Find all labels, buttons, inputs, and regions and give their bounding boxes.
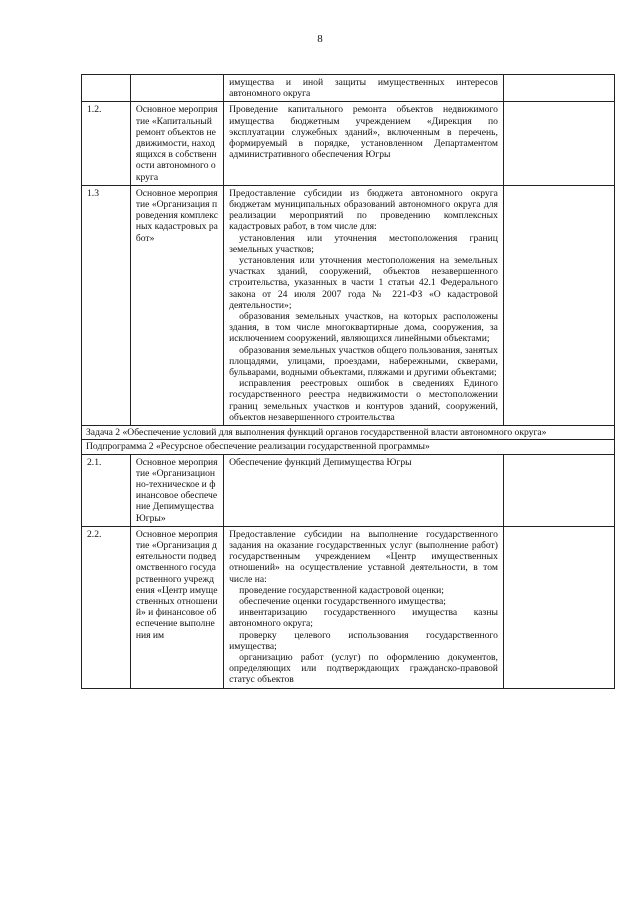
page-number: 8 — [317, 33, 323, 45]
description-paragraph: исправления реестровых ошибок в сведениях Единого государственного реестра недвижимости о местоположении границ земельных участков и контуров зданий, сооружений, объектов незавершенного строительства — [229, 378, 498, 423]
description-paragraph: Обеспечение функций Депимущества Югры — [229, 456, 412, 468]
event-name: Основное мероприятие «Организация деятельности подведомственного государственного учреждения «Центр имущественных отношений» и финансовое обеспечение выполнения им — [130, 526, 223, 688]
description-paragraph: Предоставление субсидии на выполнение государственного задания на оказание государственных услуг (выполнение работ) государственным учреждением «Центр имущественных отношений» на осуществление уставной деятельности, в том числе на: — [229, 528, 498, 585]
event-name: Основное мероприятие «Капитальный ремонт объектов недвижимости, находящихся в собственности автономного округа — [130, 102, 223, 185]
table-row — [82, 454, 615, 526]
description-paragraph: имущества и иной защиты имущественных интересов автономного округа — [229, 77, 498, 100]
description-paragraph: установления или уточнения местоположения границ земельных участков; — [229, 232, 498, 255]
description-paragraph: Проведение капитального ремонта объектов недвижимого имущества бюджетным учреждением «Дирекция по эксплуатации служебных зданий», включенным в перечень, формируемый в порядке, установленном Департаментом административного обеспечения Югры — [229, 104, 498, 161]
description-paragraph: инвентаризацию государственного имущества казны автономного округа; — [229, 607, 498, 630]
section-row — [82, 440, 615, 454]
description-paragraph: проверку целевого использования государственного имущества; — [229, 629, 498, 652]
event-name: Основное мероприятие «Организация проведения комплексных кадастровых работ» — [130, 185, 223, 425]
event-description — [224, 75, 504, 102]
table-body — [82, 75, 615, 689]
item-number — [82, 75, 131, 102]
section-title: Задача 2 «Обеспечение условий для выполнения функций органов государственной власти автономного округа» — [82, 426, 615, 440]
table-row — [82, 526, 615, 688]
description-paragraph: Предоставление субсидии из бюджета автономного округа бюджетам муниципальных образований автономного округа для реализации мероприятий по проведению комплексных кадастровых работ, в том числе для: — [229, 187, 498, 233]
description-paragraph: установления или уточнения местоположения на земельных участках зданий, сооружений, объектов незавершенного строительства, указанных в части 1 статьи 42.1 Федерального закона от 24 июля 2007 года № 221-ФЗ «О кадастровой деятельности»; — [229, 255, 498, 311]
event-description — [224, 185, 504, 425]
extra-cell — [503, 185, 614, 425]
table-row — [82, 185, 615, 425]
item-number: 2.1. — [82, 454, 131, 526]
section-title: Подпрограмма 2 «Ресурсное обеспечение реализации государственной программы» — [82, 440, 615, 454]
extra-cell — [503, 75, 614, 102]
table-row — [82, 75, 615, 102]
program-table — [81, 74, 615, 689]
description-paragraph: проведение государственной кадастровой оценки; — [239, 584, 444, 596]
event-description — [224, 454, 504, 526]
extra-cell — [503, 454, 614, 526]
description-paragraph: образования земельных участков, на которых расположены здания, в том числе многоквартирные дома, сооружения, за исключением сооружений, являющихся линейными объектами; — [229, 311, 498, 345]
table-row — [82, 102, 615, 185]
section-row — [82, 426, 615, 440]
description-paragraph: обеспечение оценки государственного имущества; — [239, 595, 446, 607]
description-paragraph: организацию работ (услуг) по оформлению документов, определяющих или подтверждающих гражданско-правовой статус объектов — [229, 651, 498, 686]
item-number: 1.3 — [82, 185, 131, 425]
event-name: Основное мероприятие «Организационно-техническое и финансовое обеспечение Депимущества Югры» — [130, 454, 223, 526]
event-description — [224, 526, 504, 688]
extra-cell — [503, 526, 614, 688]
event-name — [130, 75, 223, 102]
item-number: 1.2. — [82, 102, 131, 185]
description-paragraph: образования земельных участков общего пользования, занятых площадями, улицами, проездами, набережными, скверами, бульварами, водными объектами, пляжами и другими объектами; — [229, 344, 498, 379]
extra-cell — [503, 102, 614, 185]
item-number: 2.2. — [82, 526, 131, 688]
event-description — [224, 102, 504, 185]
